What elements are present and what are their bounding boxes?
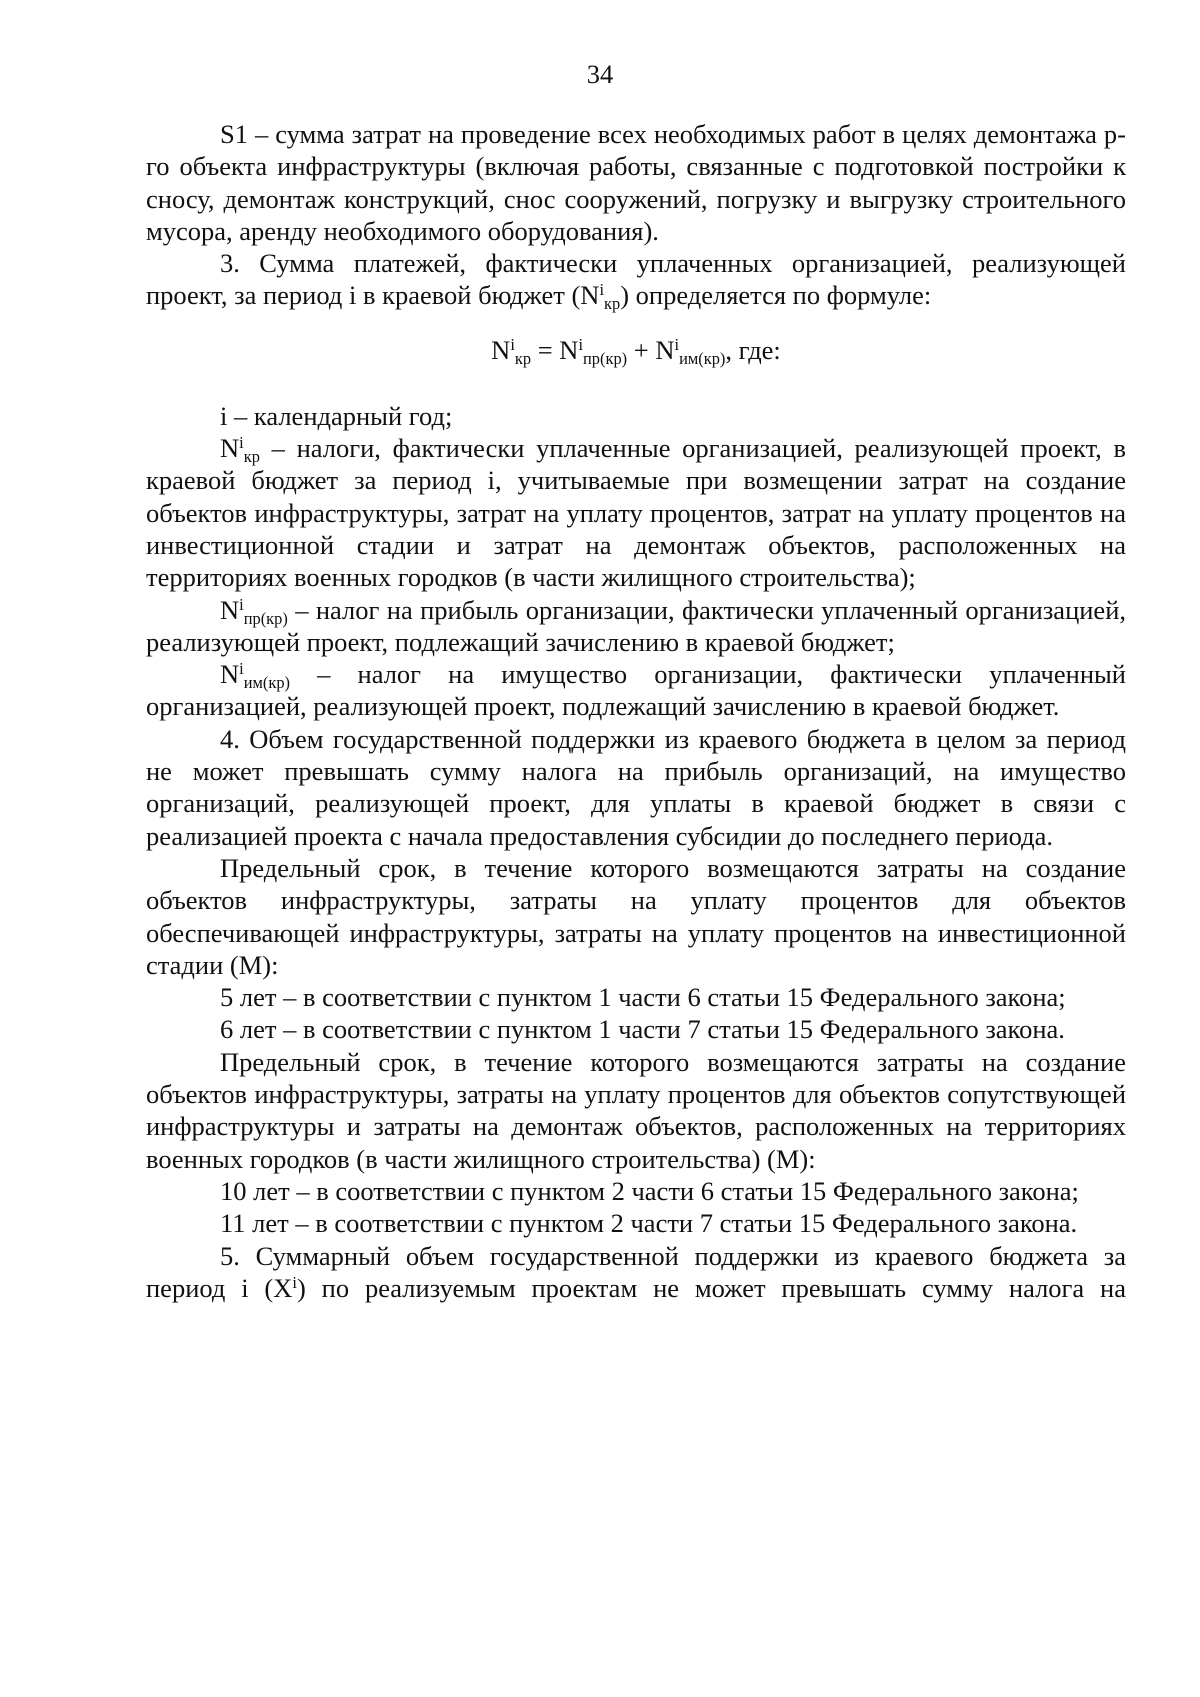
formula-sup: i (510, 334, 515, 354)
symbol-sup: i (239, 659, 244, 679)
definition-text: – налоги, фактически уплаченные организацией, реализующей проект, в краевой бюджет за период i, учитываемые при возмещении затрат на создание объектов инфраструктуры, затрат на уплату процентов, затрат на уплату процентов на инвестиционной стадии и затрат на демонтаж объектов, расположенных на территориях военных городков (в части жилищного строительства); (146, 433, 1126, 593)
symbol-n: N (220, 659, 240, 690)
formula-sup: i (578, 334, 584, 354)
definition-n-kr (146, 432, 1126, 593)
p5-superscript: i (292, 1272, 297, 1292)
definition-n-pr (146, 594, 1126, 659)
formula (146, 334, 1126, 366)
s1-definition: S1 – сумма затрат на проведение всех необходимых работ в целях демонтажа p-го объекта инфраструктуры (включая работы, связанные с подготовкой постройки к сносу, демонтаж конструкций, снос сооружений, погрузку и выгрузку строительного мусора, аренду необходимого оборудования). (146, 119, 1126, 246)
symbol-sub: пр(кр) (243, 608, 288, 628)
formula-tail: , где: (725, 334, 781, 365)
formula-equals: = (531, 334, 560, 365)
symbol-sup: i (239, 594, 244, 614)
symbol-sub: кр (243, 447, 260, 466)
paragraph-4: 4. Объем государственной поддержки из краевого бюджета в целом за период не может превышать сумму налога на прибыль организаций, на имущество организаций, реализующей проект, для уплаты в краевой бюджет в связи с реализацией проекта с начала предоставления субсидии до последнего периода. (146, 723, 1126, 851)
p5-text-end: ) по реализуемым проектам не может превышать сумму налога на (296, 1272, 1127, 1303)
definition-text: – налог на имущество организации, фактически уплаченный организацией, реализующей проект, подлежащий зачислению в краевой бюджет. (146, 659, 1126, 722)
paragraph-5 (146, 1240, 1126, 1305)
formula-n: N (655, 334, 675, 365)
page-number: 34 (586, 59, 614, 89)
limit-2-item-2: 11 лет – в соответствии с пунктом 2 части 7 статьи 15 Федерального закона. (220, 1208, 1078, 1239)
definition-i: i – календарный год; (220, 400, 453, 431)
formula-n: N (559, 334, 579, 365)
symbol-sup: i (239, 433, 244, 453)
limit-1-intro: Предельный срок, в течение которого возмещаются затраты на создание объектов инфраструктуры, затраты на уплату процентов для объектов обеспечивающей инфраструктуры, затраты на уплату процентов на инвестиционной стадии (M): (146, 852, 1126, 980)
formula-sub-pr: пр(кр) (583, 348, 628, 368)
document-body (146, 118, 1126, 1304)
p3-text-start: 3. Сумма платежей, фактически уплаченных организацией, реализующей проект, за период i в краевой бюджет (N (146, 248, 1126, 311)
formula-sub-kr: кр (514, 348, 532, 368)
symbol-n: N (220, 594, 240, 625)
definition-text: – налог на прибыль организации, фактически уплаченный организацией, реализующей проект, подлежащий зачислению в краевой бюджет; (146, 594, 1126, 657)
limit-2-intro: Предельный срок, в течение которого возмещаются затраты на создание объектов инфраструктуры, затраты на уплату процентов для объектов сопутствующей инфраструктуры и затраты на демонтаж объектов, расположенных на территориях военных городков (в части жилищного строительства) (M): (146, 1046, 1126, 1174)
formula-sub-im: им(кр) (679, 348, 726, 368)
p3-subscript: кр (604, 294, 621, 314)
limit-2-item-1: 10 лет – в соответствии с пунктом 2 части 6 статьи 15 Федерального закона; (220, 1175, 1079, 1206)
formula-n: N (491, 334, 511, 365)
p3-superscript: i (599, 280, 605, 300)
formula-sup: i (674, 334, 680, 354)
limit-1-item-1: 5 лет – в соответствии с пунктом 1 части 6 статьи 15 Федерального закона; (220, 982, 1066, 1013)
symbol-sub: им(кр) (243, 673, 291, 693)
limit-1-item-2: 6 лет – в соответствии с пунктом 1 части 7 статьи 15 Федерального закона. (220, 1014, 1065, 1045)
paragraph-3 (146, 247, 1126, 312)
p3-text-end: ) определяется по формуле: (620, 280, 932, 311)
formula-plus: + (627, 334, 656, 365)
p5-text-start: 5. Суммарный объем государственной поддержки из краевого бюджета за период i (X (146, 1240, 1126, 1303)
symbol-n: N (220, 433, 240, 464)
definition-n-im (146, 658, 1126, 723)
